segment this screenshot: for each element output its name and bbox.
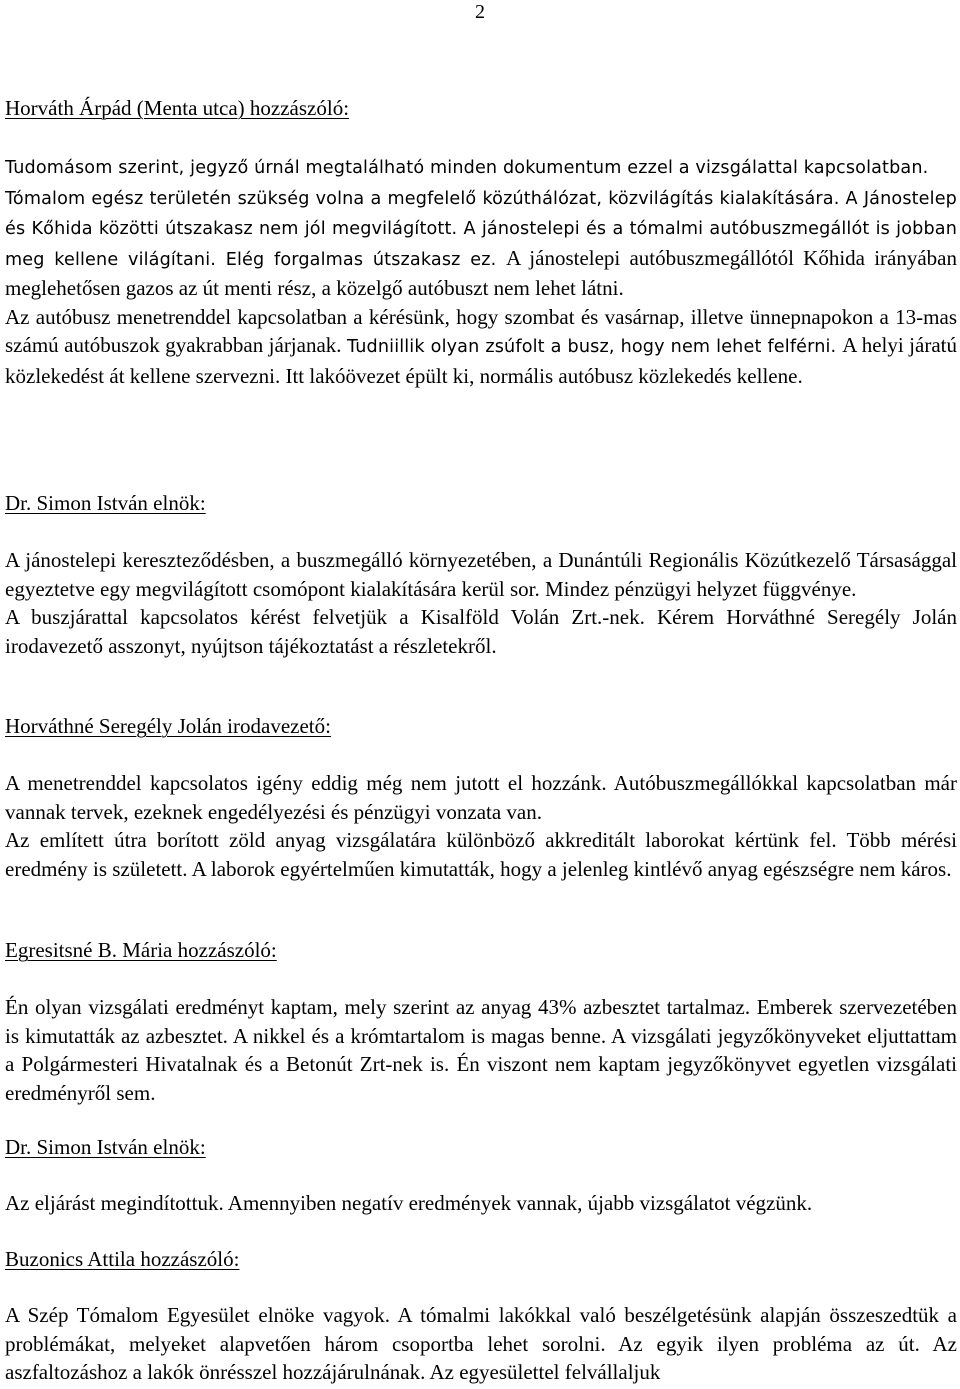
paragraph-text: Én olyan vizsgálati eredményt kaptam, mely szerint az anyag 43% azbesztet tartalmaz. Emberek szervezetében is kimutatták az azbesztet. A nikkel és a krómtartalom is magas benne. A vizsgálati jegyzőkönyveket eljuttattam a Polgármesteri Hivatalnak és a Betonút Zrt-nek is. Én viszont nem kaptam jegyzőkönyvet egyetlen vizsgálati eredményről sem. (5, 995, 957, 1105)
page-number: 2 (475, 1, 485, 23)
speaker-statement (5, 546, 957, 660)
statement-paragraph (5, 183, 957, 303)
speaker-heading: Dr. Simon István elnök: (5, 1135, 206, 1159)
speaker-statement (5, 152, 957, 390)
paragraph-text: A menetrenddel kapcsolatos igény eddig még nem jutott el hozzánk. Autóbuszmegállókkal kapcsolatban már vannak tervek, ezeknek engedélyezési és pénzügyi vonzata van. (5, 771, 957, 824)
speaker-heading: Dr. Simon István elnök: (5, 491, 206, 515)
paragraph-text: A helyi járatú közlekedést át kellene szervezni. Itt lakóövezet épült ki, normális autóbusz közlekedés kellene. (5, 333, 957, 388)
paragraph-text: Tudniillik olyan zsúfolt a busz, hogy nem lehet felférni. (347, 337, 843, 357)
speaker-statement (5, 769, 957, 883)
paragraph-text: A jánostelepi kereszteződésben, a buszmegálló környezetében, a Dunántúli Regionális Közútkezelő Társasággal egyeztetve egy megvilágított csomópont kialakítására kerül sor. Mindez pénzügyi helyzet függvénye. (5, 548, 957, 601)
statement-paragraph (5, 826, 957, 883)
paragraph-text: Tudomásom szerint, jegyző úrnál megtalálható minden dokumentum ezzel a vizsgálattal kapcsolatban. (5, 158, 929, 178)
paragraph-text: Az említett útra borított zöld anyag vizsgálatára különböző akkreditált laborokat kértünk fel. Több mérési eredmény is született. A laborok egyértelműen kimutatták, hogy a jelenleg kintlévő anyag egészségre nem káros. (5, 828, 957, 881)
speaker-heading: Horváthné Seregély Jolán irodavezető: (5, 714, 331, 738)
statement-paragraph (5, 1189, 957, 1218)
statement-paragraph (5, 603, 957, 660)
paragraph-text: Az eljárást megindítottuk. Amennyiben negatív eredmények vannak, újabb vizsgálatot végzünk. (5, 1191, 813, 1215)
paragraph-text: A buszjárattal kapcsolatos kérést felvetjük a Kisalföld Volán Zrt.-nek. Kérem Horváthné Seregély Jolán irodavezető asszonyt, nyújtson tájékoztatást a részletekről. (5, 605, 957, 658)
statement-paragraph (5, 152, 957, 183)
statement-paragraph (5, 303, 957, 391)
speaker-statement (5, 1189, 957, 1218)
speaker-heading: Buzonics Attila hozzászóló: (5, 1247, 240, 1271)
paragraph-text: Tómalom egész területén szükség volna a megfelelő közúthálózat, közvilágítás kialakítására. A Jánostelep és Kőhida közötti útszakasz nem jól megvilágított. A jánostelepi és a tómalmi autóbuszmegállót is jobban meg kellene világítani. Elég forgalmas útszakasz ez. (5, 188, 957, 270)
paragraph-text: Az autóbusz menetrenddel kapcsolatban a kérésünk, hogy szombat és vasárnap, illetve ünnepnapokon a 13-mas számú autóbuszok gyakrabban járjanak. (5, 304, 957, 357)
paragraph-text: A jánostelepi autóbuszmegállótól Kőhida irányában meglehetősen gazos az út menti rész, a közelgő autóbuszt nem lehet látni. (5, 245, 957, 300)
statement-paragraph (5, 1301, 957, 1387)
statement-paragraph (5, 546, 957, 603)
paragraph-text: A Szép Tómalom Egyesület elnöke vagyok. A tómalmi lakókkal való beszélgetésünk alapján összeszedtük a problémákat, melyeket alapvetően három csoportba lehet sorolni. Az egyik ilyen probléma az út. Az aszfaltozáshoz a lakók önrésszel hozzájárulnának. Az egyesülettel felvállaljuk (5, 1303, 957, 1384)
speaker-statement (5, 993, 957, 1107)
statement-paragraph (5, 769, 957, 826)
speaker-heading: Egresitsné B. Mária hozzászóló: (5, 938, 277, 962)
statement-paragraph (5, 993, 957, 1107)
speaker-statement (5, 1301, 957, 1387)
speaker-heading: Horváth Árpád (Menta utca) hozzászóló: (5, 96, 350, 120)
